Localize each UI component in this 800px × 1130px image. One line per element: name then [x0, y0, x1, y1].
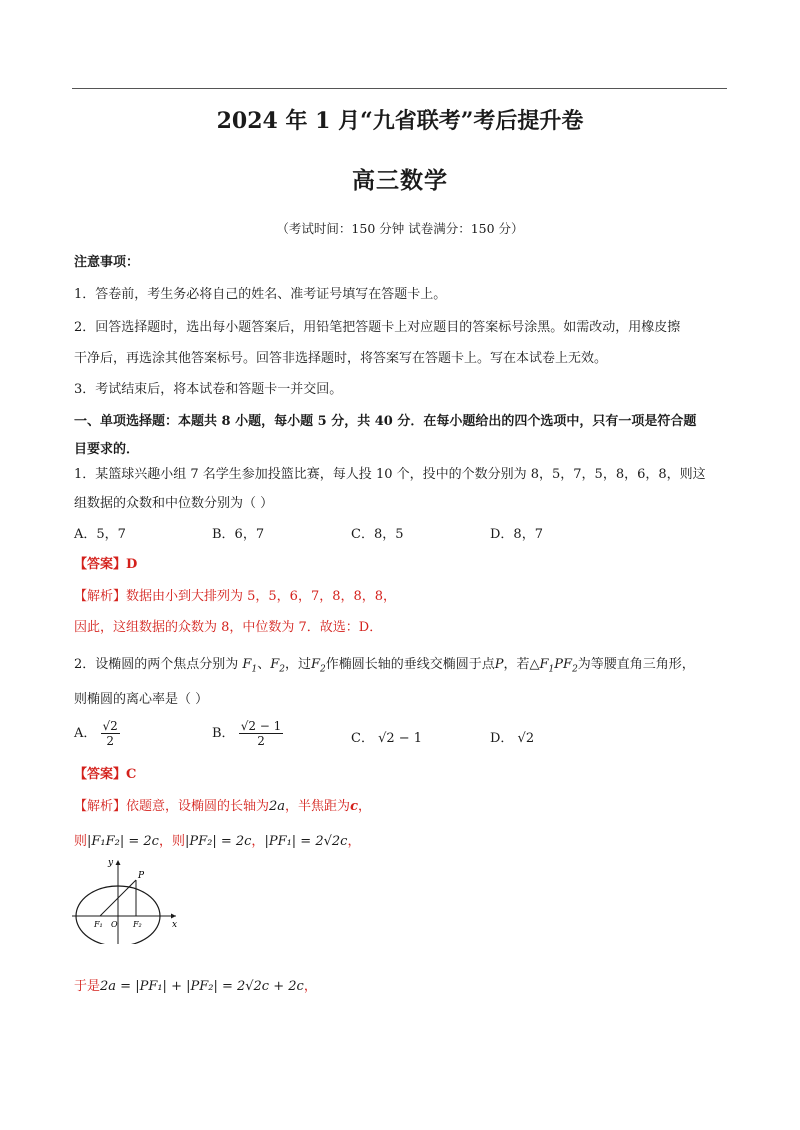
page-title: 2024 年 1 月“九省联考”考后提升卷	[216, 108, 584, 134]
q1-option-a: A．5，7	[74, 527, 126, 542]
notice-item-2-line2: 干净后，再选涂其他答案标号。回答非选择题时，将答案写在答题卡上。写在本试卷上无效。	[74, 351, 608, 366]
q2-option-d: D． √2	[490, 731, 535, 746]
q2-f1: $F_1$	[242, 657, 258, 675]
q2-option-c: C． √2 − 1	[351, 731, 423, 746]
q2-stem-line2: 则椭圆的离心率是（ ）	[74, 692, 209, 707]
q2-analysis-line2: 则|F₁F₂| = 2c，则|PF₂| = 2c，|PF₁| = 2√2c，	[74, 834, 361, 849]
q2-option-a-fraction: $\frac{√2}{2}$	[102, 719, 118, 748]
figure-label-p: P	[138, 871, 145, 881]
q2-option-a	[74, 719, 120, 748]
q2-stem-text: ，若△	[503, 657, 540, 672]
figure-label-f1: F₁	[94, 920, 103, 929]
q2-option-b	[212, 719, 283, 748]
q2-stem-text: 2．设椭圆的两个焦点分别为	[74, 657, 239, 672]
notice-heading: 注意事项：	[74, 255, 140, 270]
q1-stem-line2: 组数据的众数和中位数分别为（ ）	[74, 496, 274, 511]
q2-analysis-line3: 于是2a = |PF₁| + |PF₂| = 2√2c + 2c，	[74, 979, 317, 994]
q2-analysis-line1: 【解析】依题意，设椭圆的长轴为2a，半焦距为c，	[74, 799, 371, 814]
q2-sep: 、	[257, 657, 271, 672]
notice-item-2-line1: 2．回答选择题时，选出每小题答案后，用铅笔把答题卡上对应题目的答案标号涂黑。如需改动，用橡皮擦	[74, 320, 681, 335]
q2-f2: $F_2$	[270, 657, 285, 675]
exam-time-info: （考试时间：150 分钟 试卷满分：150 分）	[276, 221, 524, 236]
section1-heading-line2: 目要求的．	[74, 442, 140, 457]
q2-option-b-fraction: $\frac{√2 - 1}{2}$	[240, 719, 282, 748]
y-axis-arrow	[116, 860, 121, 865]
q1-option-b: B．6，7	[212, 527, 265, 542]
page-subtitle: 高三数学	[352, 167, 448, 194]
section1-heading-line1: 一、单项选择题：本题共 8 小题，每小题 5 分，共 40 分．在每小题给出的四个选项中，只有一项是符合题	[74, 414, 697, 429]
figure-label-f2: F₂	[133, 920, 142, 929]
q2-stem-text: 作椭圆长轴的垂线交椭圆于点	[325, 657, 495, 672]
q2-stem-text: 为等腰直角三角形，	[577, 657, 695, 672]
q2-option-a-label: A．	[74, 726, 97, 741]
x-axis-arrow	[171, 914, 176, 919]
q1-option-d: D．8，7	[490, 527, 543, 542]
q2-option-b-label: B．	[212, 726, 235, 741]
q2-stem-line1	[74, 653, 695, 675]
figure-label-y: y	[108, 858, 114, 868]
q2-triangle-name: $F_1PF_2$	[539, 657, 578, 675]
q1-analysis-line1: 【解析】数据由小到大排列为 5，5，6，7，8，8，8，	[74, 589, 397, 604]
q1-option-c: C．8，5	[351, 527, 404, 542]
q2-f2-ref: $F_2$	[310, 657, 326, 675]
q2-answer: 【答案】C	[74, 767, 137, 782]
ellipse-figure	[70, 856, 182, 944]
notice-item-3: 3．考试结束后，将本试卷和答题卡一并交回。	[74, 382, 343, 397]
notice-item-1: 1．答卷前，考生务必将自己的姓名、准考证号填写在答题卡上。	[74, 287, 447, 302]
q1-stem-line1: 1．某篮球兴趣小组 7 名学生参加投篮比赛，每人投 10 个，投中的个数分别为 8，5，7，5，8，6，8，则这	[74, 467, 706, 482]
q1-answer: 【答案】D	[74, 557, 138, 572]
header-rule	[72, 88, 727, 89]
figure-label-o: O	[111, 920, 118, 929]
figure-label-x: x	[172, 920, 178, 930]
q2-point-p: P	[494, 657, 504, 672]
q2-stem-text: ，过	[284, 657, 311, 672]
q1-analysis-line2: 因此，这组数据的众数为 8，中位数为 7．故选：D．	[74, 620, 383, 635]
